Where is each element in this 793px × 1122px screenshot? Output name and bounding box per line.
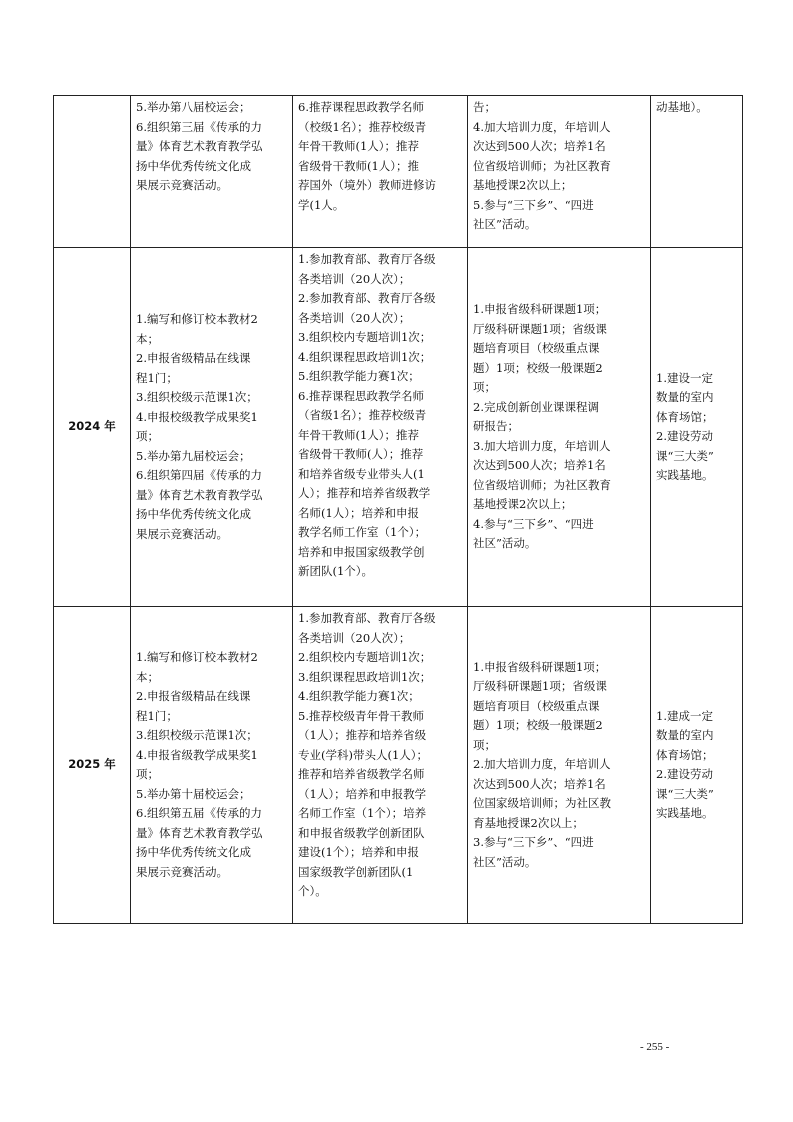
cell-text-line: 人）；推荐和培养省级教学 xyxy=(298,486,431,500)
training-cell xyxy=(293,96,468,248)
cell-text-line: 本； xyxy=(136,669,159,684)
cell-text-line: 1.参加教育部、教育厅各级 xyxy=(298,252,436,266)
cell-text-line: 名师(1人）；培养和申报 xyxy=(298,505,420,520)
cell-text-line: 1.申报省级科研课题1项； xyxy=(473,659,607,674)
cell-text-line: 2.组织校内专题培训1次； xyxy=(298,650,432,664)
facility-cell xyxy=(651,96,743,248)
year-label: 2025 年 xyxy=(68,757,116,772)
cell-text-line: 2.建设劳动 xyxy=(656,429,713,443)
cell-text-line: 2.建设劳动 xyxy=(656,767,713,781)
cell-text-line: 和申报省级教学创新团队 xyxy=(298,825,425,840)
cell-text-line: 年骨干教师(1人）；推荐 xyxy=(298,139,420,153)
cell-text-line: 5.组织教学能力赛1次； xyxy=(298,369,420,383)
cell-text-line: 省级骨干教师(人）；推荐 xyxy=(298,447,424,461)
cell-text-line: 2.加大培训力度，年培训人 xyxy=(473,757,611,772)
cell-text-line: 6.组织第五届《传承的力 xyxy=(136,806,262,820)
year-label: 2024 年 xyxy=(68,419,116,434)
cell-text-line: 量》体育艺术教育教学弘 xyxy=(136,139,263,153)
cell-text-line: 位省级培训师；为社区教育 xyxy=(473,477,611,492)
cell-text-line: 3.组织校级示范课1次； xyxy=(136,728,258,742)
cell-text-line: 3.加大培训力度，年培训人 xyxy=(473,438,611,453)
cell-text-line: 程1门； xyxy=(136,370,178,385)
cell-text-line: 3.参与“三下乡”、“四进 xyxy=(473,835,594,850)
cell-text-line: 2.申报省级精品在线课 xyxy=(136,689,251,703)
cell-text-line: 3.组织校内专题培训1次； xyxy=(298,330,432,344)
cell-text-line: 3.组织课程思政培训1次； xyxy=(298,669,432,684)
cell-text-line: 5.举办第八届校运会； xyxy=(136,100,251,114)
cell-text-line: 1.编写和修订校本教材2 xyxy=(136,312,258,326)
cell-text-line: 5.举办第九届校运会； xyxy=(136,448,251,463)
plan-table xyxy=(53,95,743,924)
cell-text-line: 各类培训（20人次）； xyxy=(298,630,411,645)
facility-cell xyxy=(651,607,743,924)
cell-text-line: 研报告； xyxy=(473,419,519,434)
cell-text-line: 2.申报省级精品在线课 xyxy=(136,351,251,365)
cell-text-line: 果展示竞赛活动。 xyxy=(136,864,228,879)
cell-text-line: 位国家级培训师；为社区教 xyxy=(473,796,611,811)
cell-text-line: 荐国外（境外）教师进修访 xyxy=(298,178,436,192)
facility-cell xyxy=(651,248,743,607)
cell-text-line: 6.推荐课程思政教学名师 xyxy=(298,100,424,114)
cell-text-line: 题培育项目（校级重点课 xyxy=(473,341,600,356)
cell-text-line: 动基地）。 xyxy=(656,100,708,114)
cell-text-line: 体育场馆； xyxy=(656,409,714,424)
cell-text-line: 果展示竞赛活动。 xyxy=(136,178,228,192)
cell-text-line: 新团队(1个）。 xyxy=(298,564,374,578)
research-cell xyxy=(468,248,651,607)
cell-text-line: 培养和申报国家级教学创 xyxy=(298,544,425,559)
cell-text-line: 2.参加教育部、教育厅各级 xyxy=(298,291,436,305)
cell-text-line: 2.完成创新创业课课程调 xyxy=(473,399,599,414)
cell-text-line: 厅级科研课题1项；省级课 xyxy=(473,321,607,336)
table-row-2024 xyxy=(54,248,743,607)
cell-text-line: 实践基地。 xyxy=(656,468,714,482)
cell-text-line: 量》体育艺术教育教学弘 xyxy=(136,825,263,840)
table-row-continued xyxy=(54,96,743,248)
cell-text-line: 扬中华优秀传统文化成 xyxy=(136,507,251,521)
cell-text-line: 5.推荐校级青年骨干教师 xyxy=(298,708,424,723)
cell-text-line: 4.组织教学能力赛1次； xyxy=(298,689,420,703)
cell-text-line: 4.加大培训力度，年培训人 xyxy=(473,119,611,134)
cell-text-line: 项； xyxy=(136,429,159,443)
table-row-2025 xyxy=(54,607,743,924)
cell-text-line: 4.组织课程思政培训1次； xyxy=(298,349,432,364)
cell-text-line: 6.组织第三届《传承的力 xyxy=(136,119,262,134)
training-cell xyxy=(293,248,468,607)
cell-text-line: 告； xyxy=(473,100,496,114)
research-cell xyxy=(468,96,651,248)
cell-text-line: 项； xyxy=(473,737,496,752)
year-cell xyxy=(54,248,131,607)
cell-text-line: 6.推荐课程思政教学名师 xyxy=(298,388,424,403)
cell-text-line: 项； xyxy=(473,380,496,395)
cell-text-line: 基地授课2次以上； xyxy=(473,497,573,512)
cell-text-line: 题培育项目（校级重点课 xyxy=(473,698,600,713)
cell-text-line: 题）1项；校级一般课题2 xyxy=(473,718,603,733)
cell-text-line: 1.申报省级科研课题1项； xyxy=(473,302,607,317)
cell-text-line: 程1门； xyxy=(136,708,178,723)
cell-text-line: 名师工作室（1个）；培养 xyxy=(298,806,427,820)
cell-text-line: 1.参加教育部、教育厅各级 xyxy=(298,611,436,625)
cell-text-line: 社区”活动。 xyxy=(473,536,537,551)
cell-text-line: 次达到500人次；培养1名 xyxy=(473,458,606,473)
cell-text-line: 建设(1个）；培养和申报 xyxy=(298,845,420,859)
cell-text-line: 专业(学科)带头人(1人）； xyxy=(298,747,429,762)
cell-text-line: 4.参与“三下乡”、“四进 xyxy=(473,516,594,531)
cell-text-line: 5.举办第十届校运会； xyxy=(136,786,251,801)
cell-text-line: 个）。 xyxy=(298,884,327,898)
teaching-cell xyxy=(131,96,293,248)
cell-text-line: 学(1人。 xyxy=(298,197,345,212)
cell-text-line: （1人）；推荐和培养省级 xyxy=(298,728,427,742)
cell-text-line: 省级骨干教师(1人）；推 xyxy=(298,158,420,173)
cell-text-line: 量》体育艺术教育教学弘 xyxy=(136,487,263,502)
cell-text-line: 课“三大类” xyxy=(656,786,714,801)
research-cell xyxy=(468,607,651,924)
cell-text-line: 社区”活动。 xyxy=(473,854,537,869)
cell-text-line: 各类培训（20人次）； xyxy=(298,310,411,325)
cell-text-line: 次达到500人次；培养1名 xyxy=(473,139,606,153)
cell-text-line: （省级1名）；推荐校级青 xyxy=(298,408,427,422)
cell-text-line: 题）1项；校级一般课题2 xyxy=(473,360,603,375)
cell-text-line: 体育场馆； xyxy=(656,747,714,762)
cell-text-line: 实践基地。 xyxy=(656,806,714,820)
cell-text-line: 年骨干教师(1人）；推荐 xyxy=(298,427,420,442)
training-cell xyxy=(293,607,468,924)
cell-text-line: 3.组织校级示范课1次； xyxy=(136,390,258,404)
cell-text-line: 4.申报校级教学成果奖1 xyxy=(136,409,258,424)
cell-text-line: 推荐和培养省级教学名师 xyxy=(298,767,425,781)
cell-text-line: 1.建成一定 xyxy=(656,708,713,723)
cell-text-line: 厅级科研课题1项；省级课 xyxy=(473,679,607,694)
teaching-cell xyxy=(131,248,293,607)
cell-text-line: 社区”活动。 xyxy=(473,217,537,231)
page-number: - 255 - xyxy=(640,1041,670,1053)
cell-text-line: （校级1名）；推荐校级青 xyxy=(298,119,427,134)
cell-text-line: 6.组织第四届《传承的力 xyxy=(136,468,262,482)
cell-text-line: 1.编写和修订校本教材2 xyxy=(136,650,258,664)
cell-text-line: 教学名师工作室（1个）； xyxy=(298,525,427,539)
cell-text-line: 5.参与“三下乡”、“四进 xyxy=(473,197,594,212)
cell-text-line: 数量的室内 xyxy=(656,728,714,742)
year-cell xyxy=(54,96,131,248)
cell-text-line: 次达到500人次；培养1名 xyxy=(473,776,606,791)
cell-text-line: （1人）；培养和申报教学 xyxy=(298,786,427,801)
cell-text-line: 国家级教学创新团队(1 xyxy=(298,864,414,879)
cell-text-line: 位省级培训师；为社区教育 xyxy=(473,158,611,173)
cell-text-line: 果展示竞赛活动。 xyxy=(136,526,228,541)
cell-text-line: 课“三大类” xyxy=(656,448,714,463)
cell-text-line: 本； xyxy=(136,331,159,346)
cell-text-line: 1.建设一定 xyxy=(656,370,713,385)
cell-text-line: 基地授课2次以上； xyxy=(473,178,573,192)
cell-text-line: 扬中华优秀传统文化成 xyxy=(136,845,251,859)
cell-text-line: 和培养省级专业带头人(1 xyxy=(298,466,425,481)
cell-text-line: 育基地授课2次以上； xyxy=(473,815,584,830)
cell-text-line: 4.申报省级教学成果奖1 xyxy=(136,747,258,762)
teaching-cell xyxy=(131,607,293,924)
year-cell xyxy=(54,607,131,924)
cell-text-line: 项； xyxy=(136,767,159,781)
cell-text-line: 扬中华优秀传统文化成 xyxy=(136,158,251,173)
cell-text-line: 各类培训（20人次）； xyxy=(298,271,411,286)
cell-text-line: 数量的室内 xyxy=(656,390,714,404)
